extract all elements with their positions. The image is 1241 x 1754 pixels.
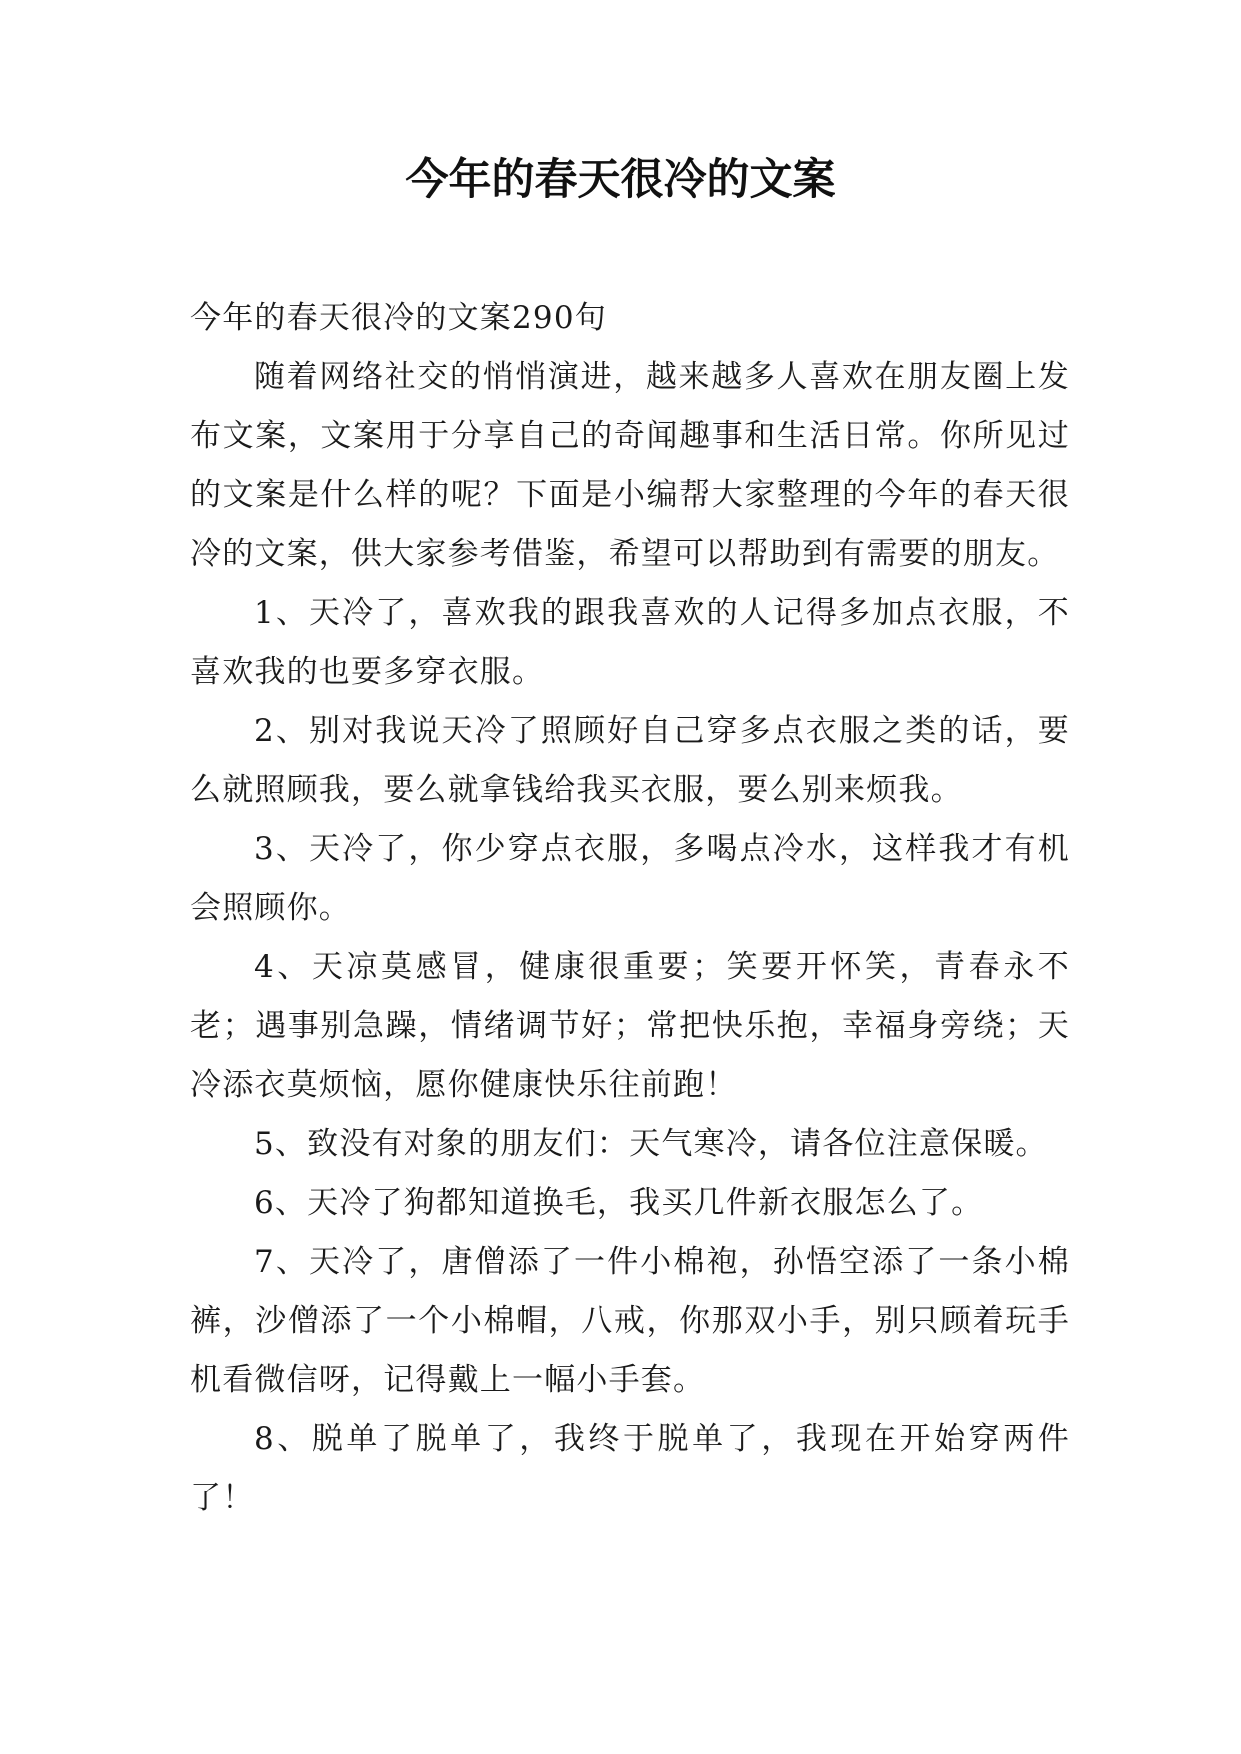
list-item: 4、天凉莫感冒，健康很重要；笑要开怀笑，青春永不老；遇事别急躁，情绪调节好；常把快乐抱，幸福身旁绕；天冷添衣莫烦恼，愿你健康快乐往前跑！: [190, 949, 1070, 1103]
document-subtitle: 今年的春天很冷的文案290句: [190, 300, 607, 336]
list-item: 2、别对我说天冷了照顾好自己穿多点衣服之类的话，要么就照顾我，要么就拿钱给我买衣服，要么别来烦我。: [190, 713, 1070, 808]
list-item: 8、脱单了脱单了，我终于脱单了，我现在开始穿两件了！: [190, 1421, 1070, 1516]
list-item: 3、天冷了，你少穿点衣服，多喝点冷水，这样我才有机会照顾你。: [190, 831, 1070, 926]
list-item: 6、天冷了狗都知道换毛，我买几件新衣服怎么了。: [254, 1185, 984, 1221]
document-title: 今年的春天很冷的文案: [405, 155, 836, 205]
list-item: 1、天冷了，喜欢我的跟我喜欢的人记得多加点衣服，不喜欢我的也要多穿衣服。: [190, 595, 1070, 690]
intro-paragraph: 随着网络社交的悄悄演进，越来越多人喜欢在朋友圈上发布文案，文案用于分享自己的奇闻趣事和生活日常。你所见过的文案是什么样的呢？下面是小编帮大家整理的今年的春天很冷的文案，供大家参考借鉴，希望可以帮助到有需要的朋友。: [190, 359, 1070, 572]
list-item: 7、天冷了，唐僧添了一件小棉袍，孙悟空添了一条小棉裤，沙僧添了一个小棉帽，八戒，你那双小手，别只顾着玩手机看微信呀，记得戴上一幅小手套。: [190, 1244, 1070, 1398]
list-item: 5、致没有对象的朋友们：天气寒冷，请各位注意保暖。: [254, 1126, 1048, 1162]
document-body: [190, 289, 1070, 1528]
